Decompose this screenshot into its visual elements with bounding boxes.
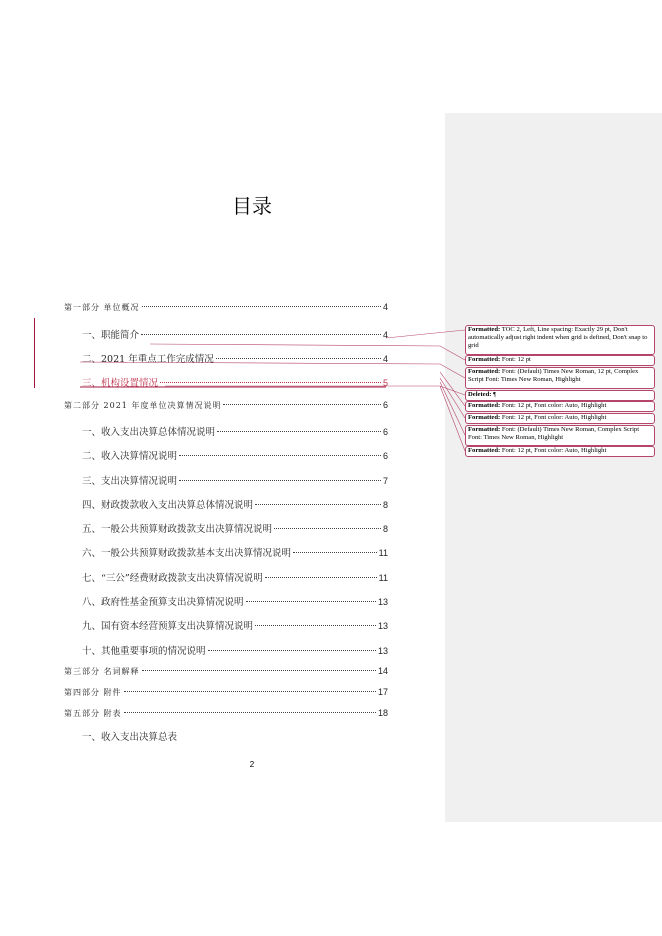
toc-entry-title: 一、收入支出决算总表 xyxy=(82,732,178,743)
toc-entry-title: 六、一般公共预算财政拨款基本支出决算情况说明 xyxy=(82,548,292,559)
toc-page-number: 8 xyxy=(382,500,388,510)
toc-entry-title: 第三部分 名词解释 xyxy=(64,667,140,676)
toc-page-number: 6 xyxy=(382,400,388,410)
toc-page-number: 8 xyxy=(382,524,388,534)
comment-label: Formatted: xyxy=(468,447,501,454)
comment-label: Formatted: xyxy=(468,326,501,333)
toc-entry-title: 第二部分 2021 年度单位决算情况说明 xyxy=(64,401,222,410)
toc-page-number: 7 xyxy=(382,476,388,486)
toc-page-number: 13 xyxy=(377,597,388,607)
toc-entry-title: 五、一般公共预算财政拨款支出决算情况说明 xyxy=(82,524,273,535)
comment-text: Font: (Default) Times New Roman, 12 pt, Complex Script Font: Times New Roman, Highlight xyxy=(468,368,639,383)
toc-entry-title: 七、“三公”经费财政拨款支出决算情况说明 xyxy=(82,573,263,584)
toc-page-number: 13 xyxy=(377,621,388,631)
toc-entry-title: 第四部分 附件 xyxy=(64,688,122,697)
toc-entry-title: 二、2021 年重点工作完成情况 xyxy=(82,354,214,365)
comment-label: Formatted: xyxy=(468,426,501,433)
toc-page-number: 4 xyxy=(382,302,388,312)
toc-entry-title: 三、机构设置情况 xyxy=(82,378,159,389)
comment-text: Font: 12 pt, Font color: Auto, Highlight xyxy=(500,414,607,421)
toc-page-number: 4 xyxy=(382,330,388,340)
toc-entry-title: 四、财政拨款收入支出决算总体情况说明 xyxy=(82,500,254,511)
comment-label: Formatted: xyxy=(468,414,501,421)
toc-page-number: 4 xyxy=(382,354,388,364)
toc-entry-title: 八、政府性基金预算支出决算情况说明 xyxy=(82,597,244,608)
comment-text: Font: 12 pt, Font color: Auto, Highlight xyxy=(500,447,607,454)
toc-entry-title: 二、收入决算情况说明 xyxy=(82,451,178,462)
comment-text: TOC 2, Left, Line spacing: Exactly 29 pt, Don't automatically adjust right indent when grid is defined, Don't snap to grid xyxy=(468,326,648,349)
comment-text: ¶ xyxy=(491,391,497,398)
toc-page-number: 13 xyxy=(377,646,388,656)
toc-page-number: 14 xyxy=(377,666,388,676)
toc-page-number: 11 xyxy=(378,548,388,558)
toc-page-number: 18 xyxy=(377,708,388,718)
toc-entry-title: 十、其他重要事项的情况说明 xyxy=(82,646,206,657)
comment-text: Font: 12 pt xyxy=(500,356,531,363)
toc-page-number: 6 xyxy=(382,451,388,461)
toc-entry-title: 一、收入支出决算总体情况说明 xyxy=(82,427,216,438)
toc-entry-title: 九、国有资本经营预算支出决算情况说明 xyxy=(82,621,254,632)
toc-entry-title: 一、职能简介 xyxy=(82,330,140,341)
toc-page-number: 6 xyxy=(382,427,388,437)
toc-entry-title: 三、支出决算情况说明 xyxy=(82,476,178,487)
page-number: 2 xyxy=(249,760,255,769)
toc-page-number: 17 xyxy=(377,687,388,697)
comment-label: Deleted: xyxy=(468,391,492,398)
comment-label: Formatted: xyxy=(468,402,501,409)
toc-entry-title: 第一部分 单位概况 xyxy=(64,303,140,312)
comment-text: Font: (Default) Times New Roman, Complex Script Font: Times New Roman, Highlight xyxy=(468,426,640,441)
comment-label: Formatted: xyxy=(468,368,501,375)
toc-page-number: 11 xyxy=(378,573,388,583)
toc-entry-title: 第五部分 附表 xyxy=(64,709,122,718)
comment-label: Formatted: xyxy=(468,356,501,363)
page-title: 目录 xyxy=(232,194,272,218)
toc-page-number: 5 xyxy=(382,378,388,388)
comment-text: Font: 12 pt, Font color: Auto, Highlight xyxy=(500,402,607,409)
